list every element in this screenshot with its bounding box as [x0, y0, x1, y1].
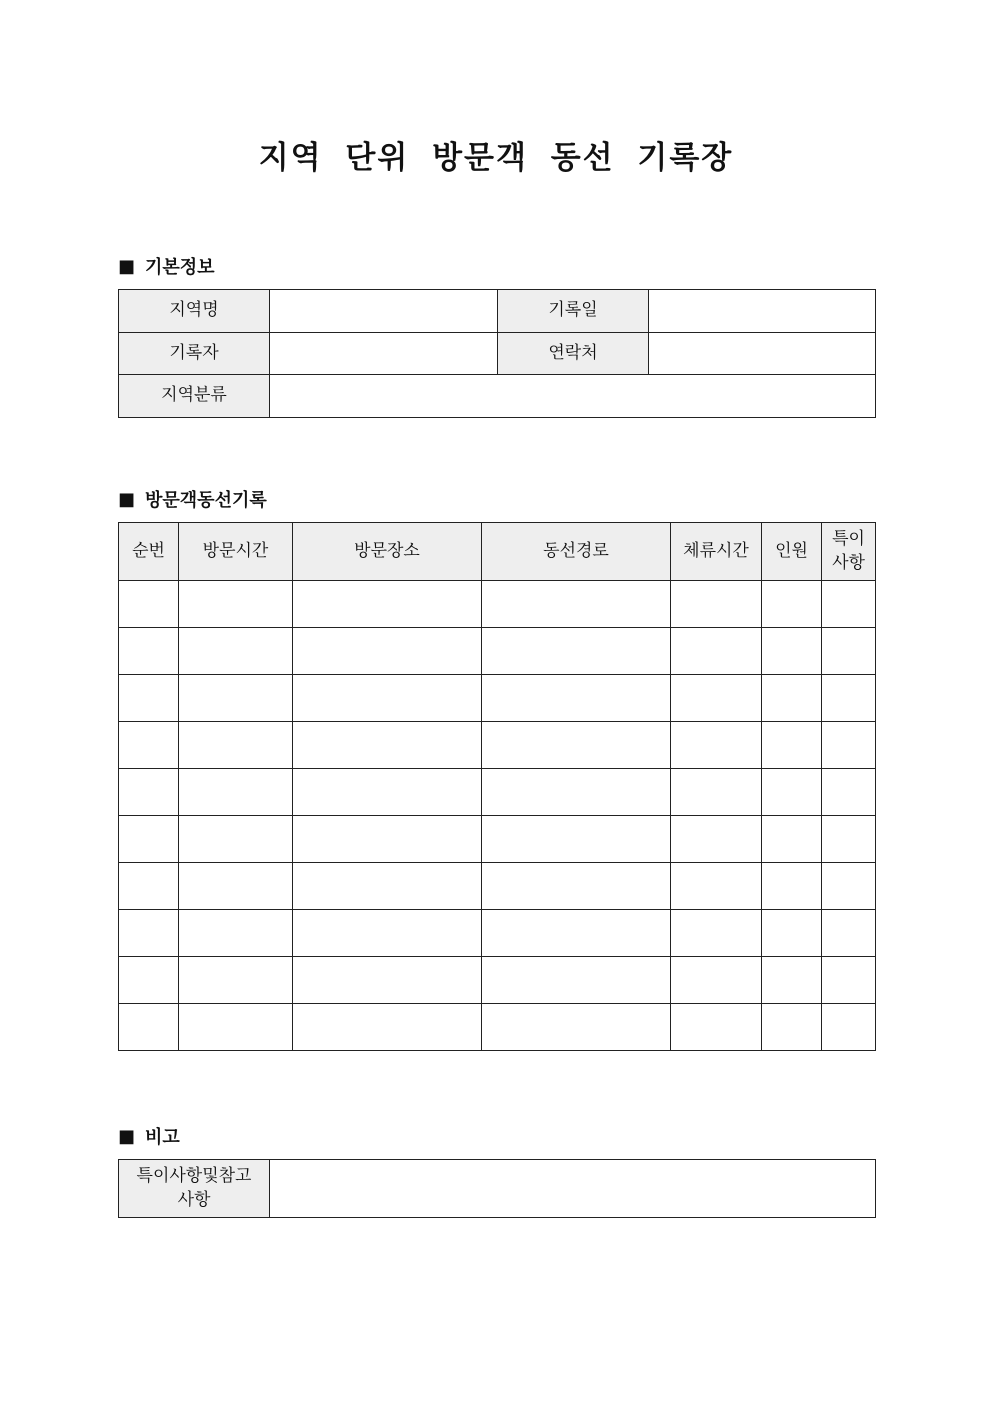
- cell-visit-time[interactable]: [179, 769, 293, 816]
- region-name-field[interactable]: [270, 290, 498, 333]
- column-header-route: 동선경로: [482, 523, 671, 581]
- cell-stay-time[interactable]: [671, 628, 762, 675]
- remarks-label: [119, 1160, 270, 1218]
- square-bullet-icon: ■: [118, 488, 136, 510]
- cell-number[interactable]: [119, 769, 179, 816]
- table-row: [119, 722, 876, 769]
- table-row: [119, 769, 876, 816]
- table-row: [119, 863, 876, 910]
- cell-notes[interactable]: [822, 581, 876, 628]
- region-category-field[interactable]: [270, 375, 876, 418]
- cell-route[interactable]: [482, 910, 671, 957]
- cell-notes[interactable]: [822, 1004, 876, 1051]
- cell-stay-time[interactable]: [671, 816, 762, 863]
- cell-people[interactable]: [762, 628, 822, 675]
- contact-field[interactable]: [649, 333, 876, 375]
- cell-stay-time[interactable]: [671, 910, 762, 957]
- cell-visit-time[interactable]: [179, 675, 293, 722]
- remarks-label-line2: 사항: [177, 1189, 211, 1210]
- cell-route[interactable]: [482, 769, 671, 816]
- cell-visit-place[interactable]: [293, 1004, 482, 1051]
- record-date-field[interactable]: [649, 290, 876, 333]
- table-row: [119, 581, 876, 628]
- recorder-field[interactable]: [270, 333, 498, 375]
- cell-notes[interactable]: [822, 957, 876, 1004]
- cell-number[interactable]: [119, 722, 179, 769]
- cell-route[interactable]: [482, 722, 671, 769]
- cell-stay-time[interactable]: [671, 675, 762, 722]
- visitor-log-heading-label: 방문객동선기록: [145, 490, 267, 511]
- cell-visit-place[interactable]: [293, 628, 482, 675]
- column-header-notes-line2: 사항: [832, 552, 865, 573]
- cell-notes[interactable]: [822, 816, 876, 863]
- cell-stay-time[interactable]: [671, 769, 762, 816]
- cell-number[interactable]: [119, 628, 179, 675]
- column-header-notes: [822, 523, 876, 581]
- visitor-log-heading: [118, 486, 267, 512]
- remarks-field[interactable]: [270, 1160, 876, 1218]
- table-row: [119, 628, 876, 675]
- cell-people[interactable]: [762, 769, 822, 816]
- cell-route[interactable]: [482, 581, 671, 628]
- cell-people[interactable]: [762, 675, 822, 722]
- column-header-notes-line1: 특이: [832, 528, 865, 549]
- column-header-people: 인원: [762, 523, 822, 581]
- remarks-heading: [118, 1123, 180, 1149]
- cell-visit-place[interactable]: [293, 581, 482, 628]
- cell-visit-time[interactable]: [179, 957, 293, 1004]
- column-header-visit-time: 방문시간: [179, 523, 293, 581]
- cell-route[interactable]: [482, 675, 671, 722]
- cell-number[interactable]: [119, 863, 179, 910]
- remarks-label-line1: 특이사항및참고: [136, 1165, 252, 1186]
- column-header-stay-time: 체류시간: [671, 523, 762, 581]
- basic-info-heading: [118, 253, 215, 279]
- cell-route[interactable]: [482, 957, 671, 1004]
- cell-people[interactable]: [762, 957, 822, 1004]
- cell-stay-time[interactable]: [671, 581, 762, 628]
- region-name-label: 지역명: [119, 290, 270, 333]
- table-row: [119, 957, 876, 1004]
- cell-people[interactable]: [762, 1004, 822, 1051]
- cell-stay-time[interactable]: [671, 957, 762, 1004]
- basic-info-table: [118, 289, 876, 418]
- cell-visit-place[interactable]: [293, 910, 482, 957]
- table-row: [119, 675, 876, 722]
- cell-stay-time[interactable]: [671, 722, 762, 769]
- cell-notes[interactable]: [822, 722, 876, 769]
- cell-people[interactable]: [762, 816, 822, 863]
- page-title: 지역 단위 방문객 동선 기록장: [258, 140, 734, 176]
- cell-visit-place[interactable]: [293, 675, 482, 722]
- cell-notes[interactable]: [822, 675, 876, 722]
- record-date-label: 기록일: [498, 290, 649, 333]
- recorder-label: 기록자: [119, 333, 270, 375]
- column-header-number: 순번: [119, 523, 179, 581]
- square-bullet-icon: ■: [118, 1125, 136, 1147]
- cell-visit-place[interactable]: [293, 816, 482, 863]
- cell-people[interactable]: [762, 910, 822, 957]
- cell-route[interactable]: [482, 816, 671, 863]
- cell-number[interactable]: [119, 910, 179, 957]
- cell-people[interactable]: [762, 722, 822, 769]
- cell-number[interactable]: [119, 581, 179, 628]
- cell-visit-time[interactable]: [179, 910, 293, 957]
- cell-notes[interactable]: [822, 910, 876, 957]
- cell-route[interactable]: [482, 863, 671, 910]
- cell-visit-time[interactable]: [179, 816, 293, 863]
- cell-route[interactable]: [482, 1004, 671, 1051]
- cell-visit-time[interactable]: [179, 581, 293, 628]
- cell-visit-place[interactable]: [293, 769, 482, 816]
- square-bullet-icon: ■: [118, 255, 136, 277]
- cell-visit-time[interactable]: [179, 722, 293, 769]
- basic-info-heading-label: 기본정보: [145, 257, 215, 278]
- cell-route[interactable]: [482, 628, 671, 675]
- cell-visit-time[interactable]: [179, 1004, 293, 1051]
- cell-people[interactable]: [762, 863, 822, 910]
- cell-visit-place[interactable]: [293, 863, 482, 910]
- cell-visit-time[interactable]: [179, 863, 293, 910]
- contact-label: 연락처: [498, 333, 649, 375]
- cell-notes[interactable]: [822, 628, 876, 675]
- cell-visit-place[interactable]: [293, 722, 482, 769]
- region-category-label: 지역분류: [119, 375, 270, 418]
- cell-number[interactable]: [119, 1004, 179, 1051]
- table-row: [119, 1004, 876, 1051]
- table-row: [119, 816, 876, 863]
- cell-visit-place[interactable]: [293, 957, 482, 1004]
- cell-stay-time[interactable]: [671, 863, 762, 910]
- table-row: [119, 910, 876, 957]
- cell-number[interactable]: [119, 675, 179, 722]
- visitor-log-table: [118, 522, 876, 1051]
- cell-visit-time[interactable]: [179, 628, 293, 675]
- cell-number[interactable]: [119, 957, 179, 1004]
- remarks-heading-label: 비고: [145, 1127, 180, 1148]
- visitor-log-header-row: [119, 523, 876, 581]
- cell-stay-time[interactable]: [671, 1004, 762, 1051]
- cell-notes[interactable]: [822, 769, 876, 816]
- cell-notes[interactable]: [822, 863, 876, 910]
- cell-number[interactable]: [119, 816, 179, 863]
- cell-people[interactable]: [762, 581, 822, 628]
- remarks-table: [118, 1159, 876, 1218]
- column-header-visit-place: 방문장소: [293, 523, 482, 581]
